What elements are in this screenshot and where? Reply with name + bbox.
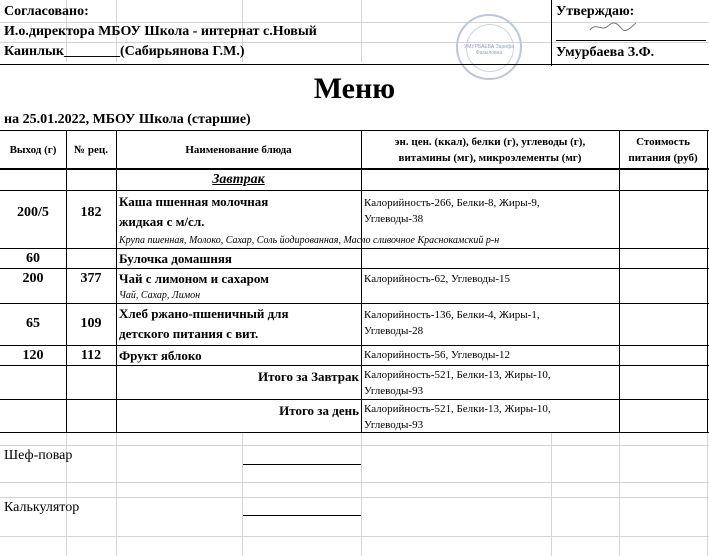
grid-line	[0, 497, 709, 498]
grid-line	[361, 433, 362, 556]
row-border	[0, 399, 709, 400]
page-title: Меню	[313, 72, 396, 105]
grid-line	[619, 433, 620, 556]
separator	[0, 64, 709, 65]
row-recipe: 377	[80, 271, 102, 286]
row-recipe: 109	[80, 316, 102, 331]
row-border	[0, 190, 709, 191]
total-breakfast-nutrition: Углеводы-93	[364, 385, 424, 397]
row-dish-name: жидкая с м/сл.	[119, 214, 205, 229]
total-breakfast-nutrition: Калорийность-521, Белки-13, Жиры-10,	[364, 369, 551, 381]
col-divider	[361, 130, 362, 432]
row-dish-name: Фрукт яблоко	[119, 348, 202, 363]
row-ingredients: Чай, Сахар, Лимон	[119, 290, 201, 301]
row-dish-name: Хлеб ржано-пшеничный для	[119, 306, 289, 321]
row-nutrition: Калорийность-62, Углеводы-15	[364, 273, 511, 285]
row-output: 200	[22, 271, 44, 286]
col-divider	[619, 130, 620, 432]
header-name: Наименование блюда	[185, 144, 292, 156]
row-output: 200/5	[17, 205, 49, 220]
menu-subtitle: на 25.01.2022, МБОУ Школа (старшие)	[4, 112, 251, 127]
calculator-signature-line	[243, 515, 361, 516]
section-title: Завтрак	[212, 172, 265, 187]
grid-line	[361, 0, 362, 62]
row-border	[0, 248, 709, 249]
calculator-label: Калькулятор	[4, 500, 80, 515]
row-nutrition: Углеводы-28	[364, 325, 424, 337]
stamp-text: УМУРБАЕВА Зарифа Фазыловна	[464, 44, 514, 56]
row-output: 65	[26, 316, 40, 331]
grid-line	[0, 445, 709, 446]
row-output: 120	[22, 348, 44, 363]
row-nutrition: Калорийность-56, Углеводы-12	[364, 349, 511, 361]
table-bottom-border	[0, 432, 709, 433]
approval-divider	[551, 0, 552, 66]
row-dish-name: детского питания с вит.	[119, 326, 259, 341]
chef-label: Шеф-повар	[4, 448, 73, 463]
header-recipe: № рец.	[74, 144, 108, 156]
row-recipe: 112	[80, 348, 102, 363]
row-recipe: 182	[80, 205, 102, 220]
grid-line	[707, 433, 708, 556]
row-nutrition: Углеводы-38	[364, 213, 424, 225]
table-top-border	[0, 130, 709, 131]
grid-line	[551, 433, 552, 556]
approval-left-line1: И.о.директора МБОУ Школа - интернат с.Новый	[4, 24, 317, 39]
total-day-nutrition: Углеводы-93	[364, 419, 424, 431]
row-dish-name: Каша пшенная молочная	[119, 194, 269, 209]
header-cost-line2: питания (руб)	[628, 152, 698, 164]
chef-signature-line	[243, 464, 361, 465]
row-nutrition: Калорийность-266, Белки-8, Жиры-9,	[364, 197, 540, 209]
grid-line	[116, 433, 117, 556]
approval-left-line2: Каинлык________(Сабирьянова Г.М.)	[4, 44, 245, 59]
signature-line	[556, 40, 706, 41]
header-output: Выход (г)	[9, 144, 57, 156]
row-output: 60	[26, 251, 40, 266]
total-breakfast-label: Итого за Завтрак	[258, 369, 359, 384]
approval-left-title: Согласовано:	[4, 4, 89, 19]
col-divider	[707, 130, 708, 432]
row-nutrition: Калорийность-136, Белки-4, Жиры-1,	[364, 309, 540, 321]
grid-line	[242, 433, 243, 556]
grid-line	[0, 536, 709, 537]
approval-right-title: Утверждаю:	[556, 4, 635, 19]
row-border	[0, 303, 709, 304]
row-dish-name: Чай с лимоном и сахаром	[119, 271, 269, 286]
header-nutrition-line2: витамины (мг), микроэлементы (мг)	[398, 152, 582, 164]
row-dish-name: Булочка домашняя	[119, 251, 232, 266]
row-border	[0, 365, 709, 366]
header-cost-line1: Стоимость	[636, 136, 690, 148]
approval-right-name: Умурбаева З.Ф.	[556, 45, 655, 60]
total-day-label: Итого за день	[279, 403, 359, 418]
grid-line	[0, 482, 709, 483]
signature-mark	[588, 20, 638, 30]
header-nutrition-line1: эн. цен. (ккал), белки (г), углеводы (г),	[394, 136, 586, 148]
total-day-nutrition: Калорийность-521, Белки-13, Жиры-10,	[364, 403, 551, 415]
row-ingredients: Крупа пшенная, Молоко, Сахар, Соль йодированная, Масло сливочное Краснокамский р-н	[119, 235, 500, 246]
